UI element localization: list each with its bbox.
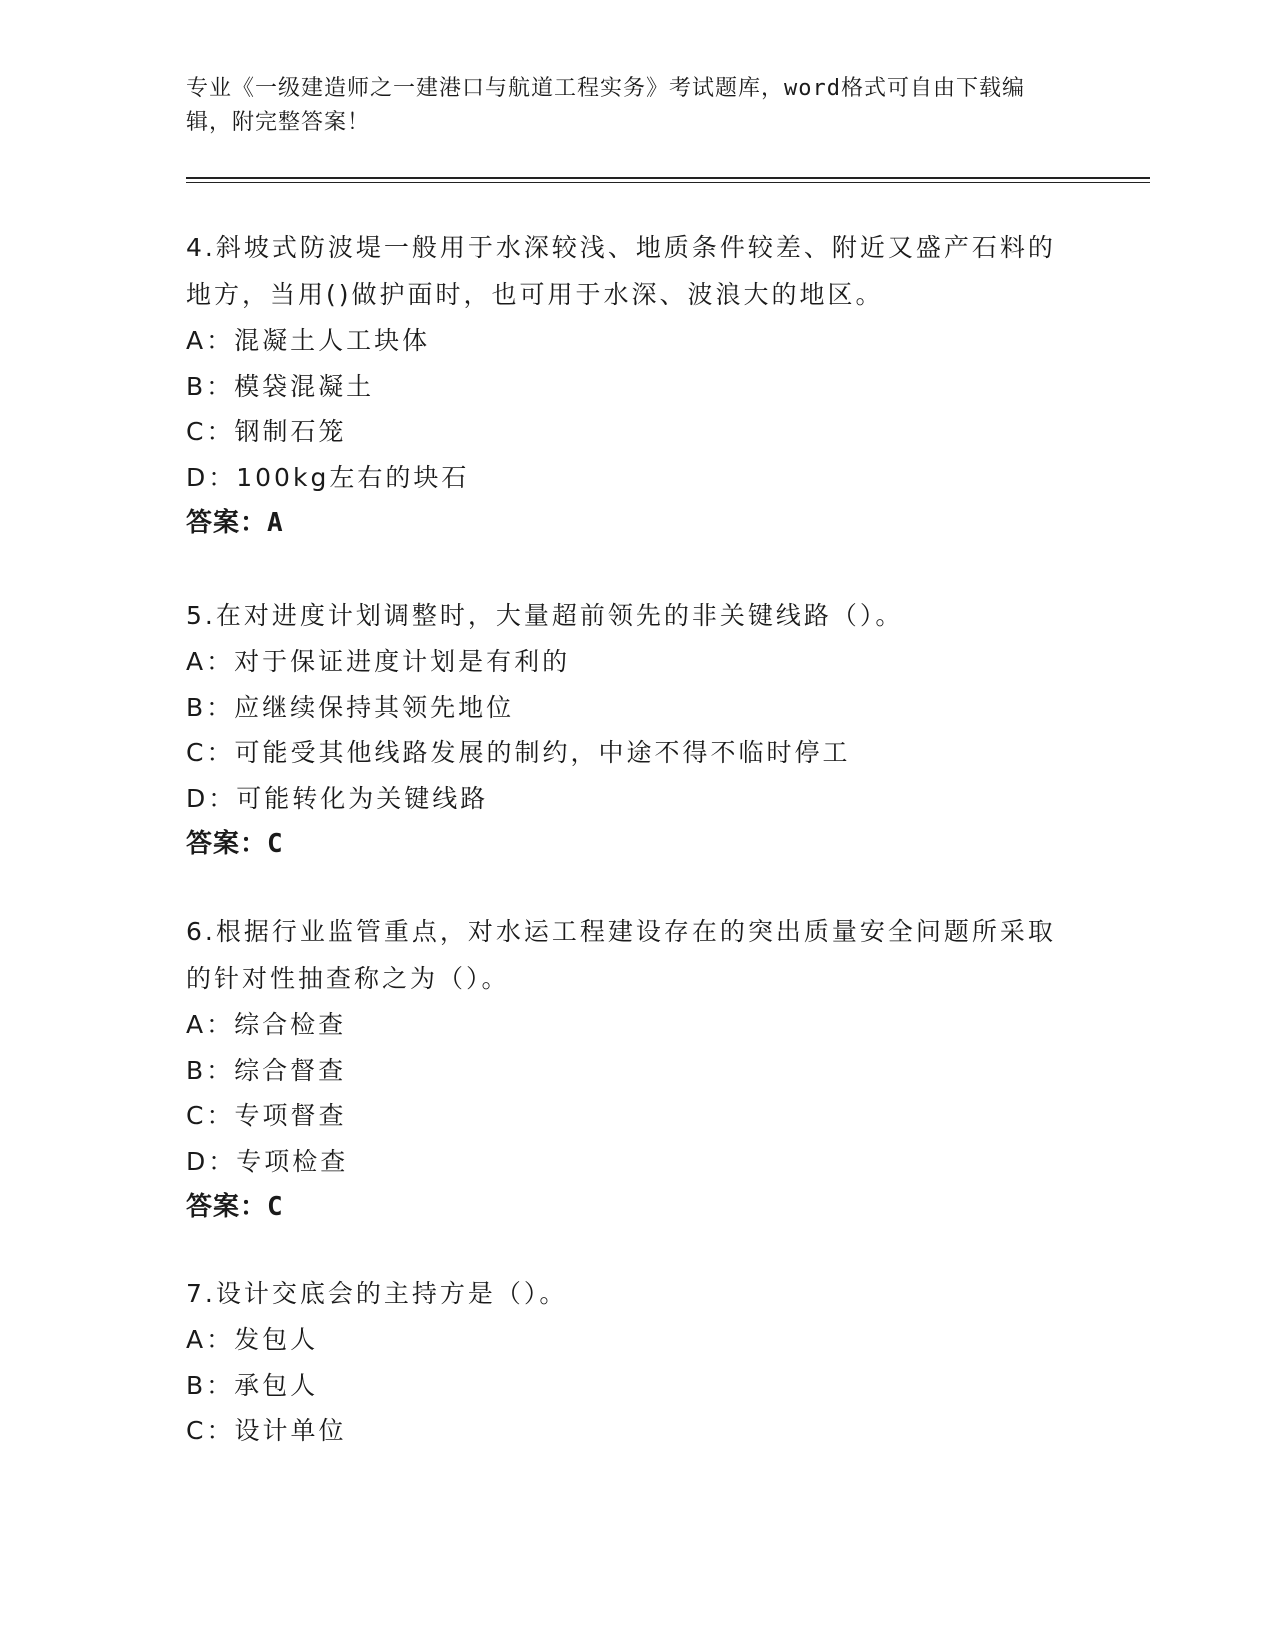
option-c: C：钢制石笼 <box>186 417 347 446</box>
option-c: C：专项督查 <box>186 1101 347 1130</box>
answer-label: 答案：C <box>186 1192 284 1222</box>
option-c: C：可能受其他线路发展的制约，中途不得不临时停工 <box>186 738 851 767</box>
option-b: B：综合督查 <box>186 1055 347 1085</box>
option-a: A：综合检查 <box>186 1010 347 1039</box>
option-c: C：设计单位 <box>186 1416 347 1445</box>
option-b: B：应继续保持其领先地位 <box>186 692 515 722</box>
question-6 <box>186 908 1066 1231</box>
option-b: B：模袋混凝土 <box>186 371 375 401</box>
header-divider-thick <box>186 177 1150 179</box>
question-text: 5.在对进度计划调整时，大量超前领先的非关键线路（）。 <box>186 601 904 630</box>
option-d: D：专项检查 <box>186 1146 349 1176</box>
option-d: D：可能转化为关键线路 <box>186 783 489 813</box>
question-7 <box>186 1270 1066 1454</box>
header-intro: 专业《一级建造师之一建港口与航道工程实务》考试题库，word格式可自由下载编辑，附完整答案！ <box>186 76 1025 135</box>
option-a: A：混凝土人工块体 <box>186 326 431 355</box>
answer-label: 答案：A <box>186 508 284 538</box>
option-b: B：承包人 <box>186 1370 319 1400</box>
question-text: 6.根据行业监管重点，对水运工程建设存在的突出质量安全问题所采取的针对性抽查称之为（）。 <box>186 917 1056 993</box>
question-4 <box>186 224 1066 547</box>
document-header <box>186 72 1066 140</box>
question-text: 4.斜坡式防波堤一般用于水深较浅、地质条件较差、附近又盛产石料的地方，当用()做护面时，也可用于水深、波浪大的地区。 <box>186 233 1056 309</box>
question-5 <box>186 592 1066 868</box>
option-d: D：100kg左右的块石 <box>186 462 470 492</box>
answer-label: 答案：C <box>186 829 284 859</box>
header-divider-thin <box>186 182 1150 183</box>
question-text: 7.设计交底会的主持方是（）。 <box>186 1279 568 1308</box>
option-a: A：发包人 <box>186 1325 319 1354</box>
option-a: A：对于保证进度计划是有利的 <box>186 647 571 676</box>
